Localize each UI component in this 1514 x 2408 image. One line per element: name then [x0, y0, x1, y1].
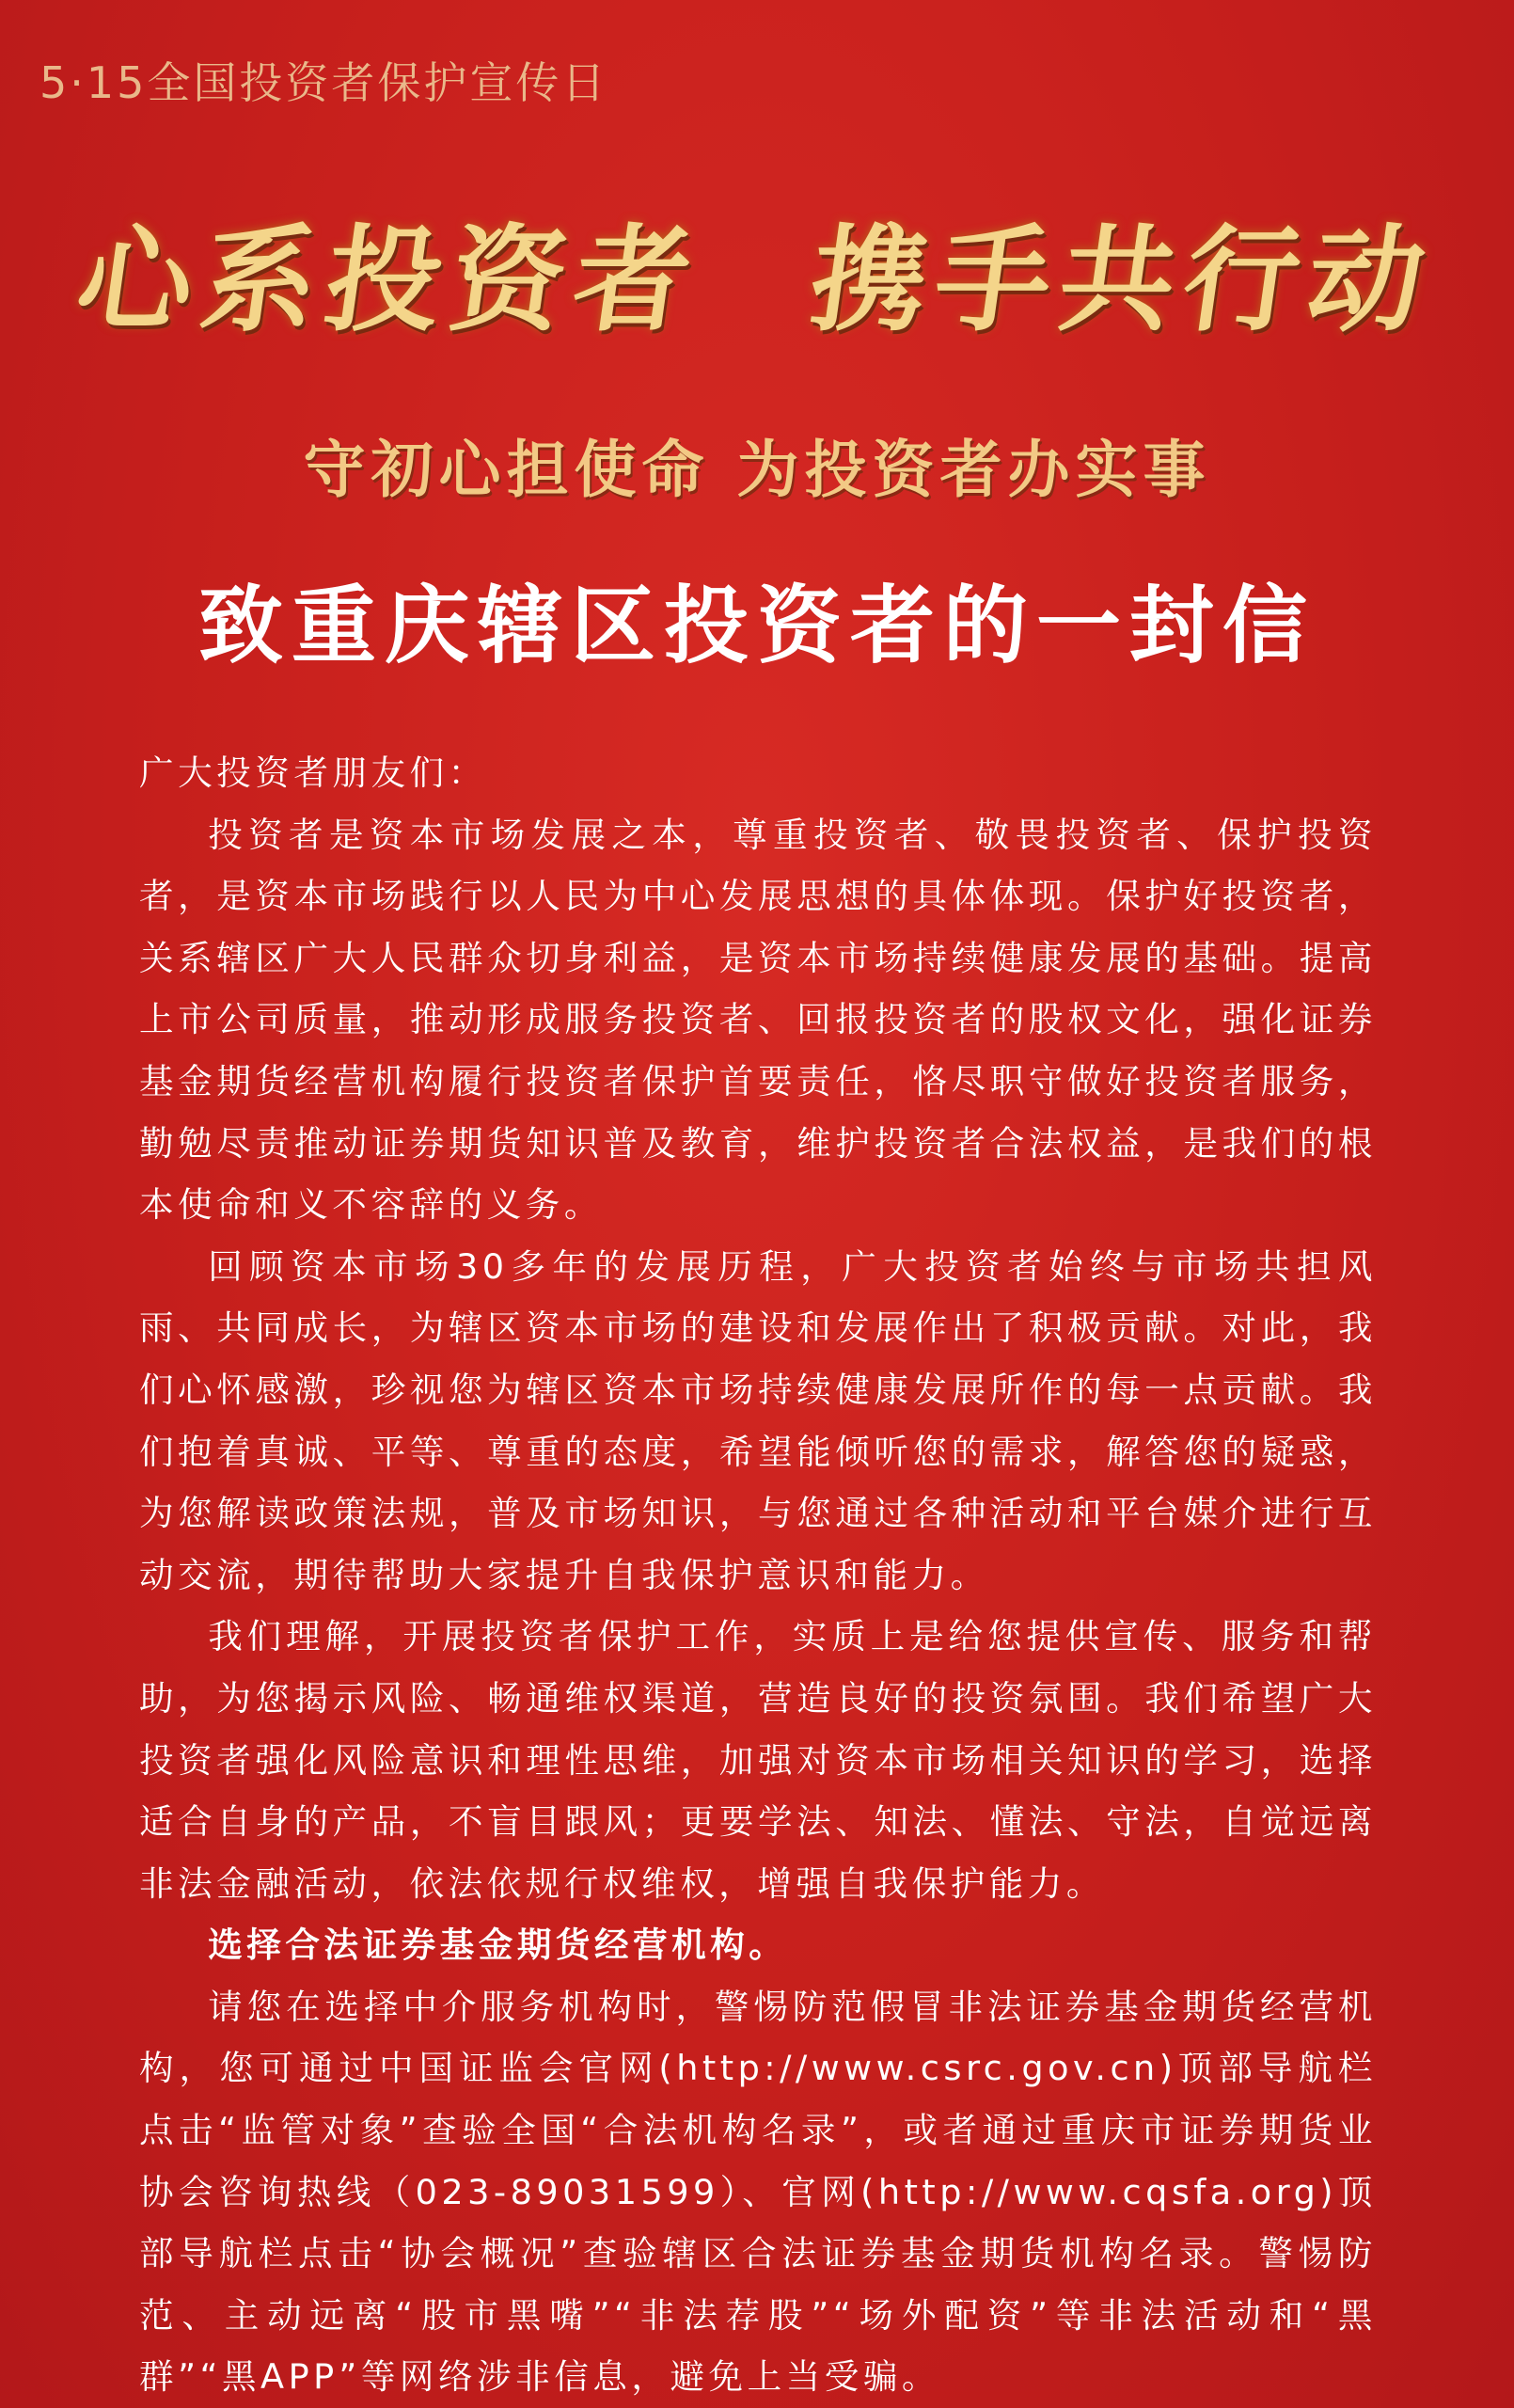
section-paragraph: 请您在选择中介服务机构时，警惕防范假冒非法证券基金期货经营机构，您可通过中国证监会官网(http://www.csrc.gov.cn)顶部导航栏点击“监管对象”查验全国“合法机构名录”，或者通过重庆市证券期货业协会咨询热线（023-89031599）、官网(http://www.cqsfa.org)顶部导航栏点击“协会概况”查验辖区合法证券基金期货机构名录。警惕防范、主动远离“股市黑嘴”“非法荐股”“场外配资”等非法活动和“黑群”“黑APP”等网络涉非信息，避免上当受骗。 [139, 1986, 1377, 2398]
slogan-right: 携手共行动 [802, 212, 1443, 347]
slogan [0, 188, 1514, 353]
paragraph-2: 回顾资本市场30多年的发展历程，广大投资者始终与市场共担风雨、共同成长，为辖区资本市场的建设和发展作出了积极贡献。对此，我们心怀感激，珍视您为辖区资本市场持续健康发展所作的每一点贡献。我们抱着真诚、平等、尊重的态度，希望能倾听您的需求，解答您的疑惑，为您解读政策法规，普及市场知识，与您通过各种活动和平台媒介进行互动交流，期待帮助大家提升自我保护意识和能力。 [139, 1245, 1377, 1595]
section-heading: 选择合法证券基金期货经营机构。 [208, 1925, 788, 1966]
event-tag: 5·15全国投资者保护宣传日 [39, 57, 608, 108]
paragraph-3: 我们理解，开展投资者保护工作，实质上是给您提供宣传、服务和帮助，为您揭示风险、畅通维权渠道，营造良好的投资氛围。我们希望广大投资者强化风险意识和理性思维，加强对资本市场相关知识的学习，选择适合自身的产品，不盲目跟风；更要学法、知法、懂法、守法，自觉远离非法金融活动，依法依规行权维权，增强自我保护能力。 [139, 1616, 1377, 1904]
letter-body [139, 742, 1377, 2408]
paragraph-1: 投资者是资本市场发展之本，尊重投资者、敬畏投资者、保护投资者，是资本市场践行以人民为中心发展思想的具体体现。保护好投资者，关系辖区广大人民群众切身利益，是资本市场持续健康发展的基础。提高上市公司质量，推动形成服务投资者、回报投资者的股权文化，强化证券基金期货经营机构履行投资者保护首要责任，恪尽职守做好投资者服务，勤勉尽责推动证券期货知识普及教育，维护投资者合法权益，是我们的根本使命和义不容辞的义务。 [139, 814, 1377, 1226]
subtitle: 守初心担使命 为投资者办实事 [303, 434, 1211, 506]
slogan-left: 心系投资者 [69, 212, 709, 347]
greeting: 广大投资者朋友们： [139, 752, 487, 793]
letter-title: 致重庆辖区投资者的一封信 [198, 577, 1316, 675]
